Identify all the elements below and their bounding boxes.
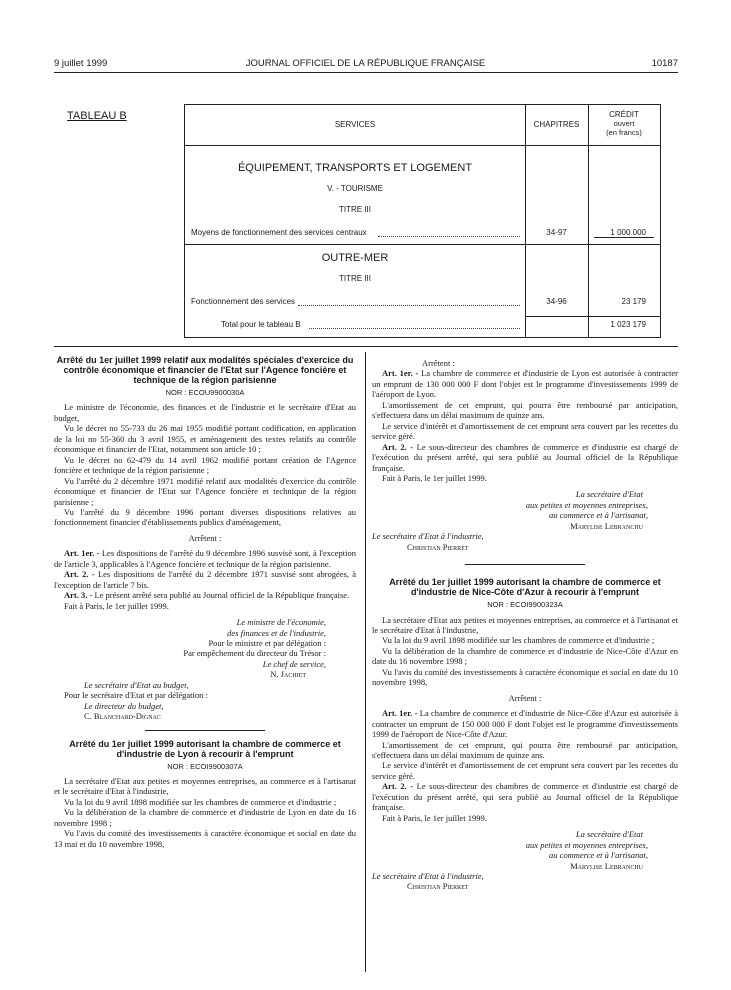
article-label: Art. 2. - <box>382 781 414 792</box>
row-chapitre: 34-97 <box>546 228 567 237</box>
tableau-label: TABLEAU B <box>67 110 127 122</box>
paragraph: La secrétaire d'Etat aux petites et moyennes entreprises, au commerce et à l'artisanat et le secrétaire d'Etat à l'industrie, <box>54 775 356 797</box>
table-header-rule <box>185 145 660 146</box>
signatory-title: La secrétaire d'Etat <box>575 489 643 500</box>
article-text: Le présent arrêté sera publié au Journal officiel de la République française. <box>94 590 350 601</box>
paragraph: Vu l'avis du comité des investissements à caractère économique et social en date du 13 mai et du 10 novembre 1998, <box>54 828 356 849</box>
article <box>54 548 356 569</box>
paragraph: L'amortissement de cet emprunt, qui pourra être remboursé par anticipation, s'effectuera dans un délai maximum de quinze ans. <box>372 399 678 421</box>
delegation-line: Pour le secrétaire d'Etat et par délégation : <box>64 690 208 701</box>
paragraph: Vu l'arrêté du 2 décembre 1971 modifié relatif aux modalités d'exercice du contrôle économique et financier de l'Etat sur l'Agence foncière et technique de la région parisienne ; <box>54 475 356 507</box>
decree-separator <box>465 564 585 565</box>
arretent-label: Arrêtent : <box>508 692 542 703</box>
article-label: Art. 1er. - <box>64 548 100 559</box>
article <box>372 368 678 399</box>
article-label: Art. 1er. - <box>382 368 419 379</box>
signatory-name: Marylise Lebranchu <box>570 520 643 531</box>
decree-title: Arrêté du 1er juillet 1999 autorisant la chambre de commerce et d'industrie de Lyon à recourir à l'emprunt <box>69 738 341 759</box>
delegation-line: Par empêchement du directeur du Trésor : <box>183 648 326 659</box>
signatory-title: Le secrétaire d'Etat au budget, <box>84 679 189 690</box>
decree-separator <box>145 730 265 731</box>
credit-underline <box>594 237 654 238</box>
titre-iii: TITRE III <box>339 205 371 214</box>
signatory-title: au commerce et à l'artisanat, <box>549 510 648 521</box>
article-text: Le sous-directeur des chambres de commerce et d'industrie est chargé de l'exécution du présent arrêté, qui sera publié au Journal officiel de la République française. <box>372 781 678 813</box>
paragraph: Vu le décret no 62-479 du 14 avril 1962 modifié portant création de l'Agence foncière et technique de la région parisienne ; <box>54 454 356 476</box>
head-services: SERVICES <box>334 120 376 129</box>
signatory-title: Le secrétaire d'Etat à l'industrie, <box>372 870 484 881</box>
leader-dots <box>298 305 520 306</box>
nor-reference: NOR : ECOI9900323A <box>487 600 563 610</box>
header-rule <box>54 72 678 73</box>
paragraph: La secrétaire d'Etat aux petites et moyennes entreprises, au commerce et à l'artisanat et le secrétaire d'Etat à l'industrie, <box>372 614 678 635</box>
signature-date: Fait à Paris, le 1er juillet 1999. <box>64 600 169 611</box>
total-label: Total pour le tableau B <box>221 320 301 329</box>
article <box>372 781 678 812</box>
head-credit-unit: (en francs) <box>606 128 642 137</box>
header-page-number: 10187 <box>651 58 678 69</box>
nor-reference: NOR : ECOU9900030A <box>165 388 245 398</box>
table-col-divider <box>588 105 589 337</box>
signatory-title: Le directeur du budget, <box>84 700 164 711</box>
decree-title: Arrêté du 1er juillet 1999 relatif aux modalités spéciales d'exercice du contrôle économique et financier de l'Etat sur l'Agence foncière et technique de la région parisienne <box>56 355 354 386</box>
signatory-title: aux petites et moyennes entreprises, <box>525 839 648 850</box>
leader-dots <box>309 328 520 329</box>
section-tourisme: V. - TOURISME <box>327 184 383 193</box>
paragraph: L'amortissement de cet emprunt, qui pourra être remboursé par anticipation, s'effectuera dans un délai maximum de quinze ans. <box>372 739 678 760</box>
row-credit: 23 179 <box>621 297 646 306</box>
article-text: Le sous-directeur des chambres de commerce et d'industrie est chargé de l'exécution du présent arrêté, qui sera publié au Journal officiel de la République française. <box>372 441 678 473</box>
article-label: Art. 2. - <box>64 569 95 580</box>
table-row-rule <box>185 244 660 245</box>
paragraph: Vu la loi du 9 avril 1898 modifiée sur les chambres de commerce et d'industrie ; <box>382 635 655 646</box>
column-divider <box>365 352 366 972</box>
signatory-title: Le ministre de l'économie, <box>236 617 326 628</box>
row-label: Moyens de fonctionnement des services centraux <box>191 228 367 237</box>
article-text: Les dispositions de l'arrêté du 9 décembre 1996 susvisé sont, à l'exception de l'article 3, applicables à l'Agence foncière et technique de la région parisienne. <box>54 548 357 569</box>
row-label: Fonctionnement des services <box>191 297 296 306</box>
article <box>54 590 356 600</box>
signatory-name: Marylise Lebranchu <box>570 860 643 871</box>
article <box>372 442 678 473</box>
article-label: Art. 2. - <box>382 441 414 452</box>
article-text: Les dispositions de l'arrêté du 2 décembre 1971 susvisé sont abrogées, à l'exception de l'article 7 bis. <box>54 569 356 590</box>
signature-date: Fait à Paris, le 1er juillet 1999. <box>382 812 487 823</box>
right-column <box>372 358 678 892</box>
paragraph: Vu la loi du 9 avril 1898 modifiée sur les chambres de commerce et d'industrie ; <box>64 796 337 807</box>
head-credit-ouvert: ouvert <box>613 119 635 128</box>
paragraph: Le ministre de l'économie, des finances et de l'industrie et le secrétaire d'Etat au budget, <box>54 402 356 423</box>
signatory-title: La secrétaire d'Etat <box>575 829 643 840</box>
signatory-name: Christian Pierret <box>407 881 469 892</box>
paragraph: Vu l'avis du comité des investissements à caractère économique et social en date du 10 novembre 1998, <box>372 666 678 688</box>
article <box>54 569 356 590</box>
left-column <box>54 355 356 849</box>
arretent-label: Arrêtent : <box>188 532 222 543</box>
signatory-name: N. Jachiet <box>270 669 306 680</box>
total-credit: 1 023 179 <box>610 320 646 329</box>
signatory-title: Le chef de service, <box>262 658 326 669</box>
arretent-label: Arrêtent : <box>422 358 455 368</box>
signatory-title: des finances et de l'industrie, <box>227 627 326 638</box>
paragraph: Vu le décret no 55-733 du 26 mai 1955 modifié portant codification, en application de la loi no 55-360 du 3 avril 1955, et aménagement des textes relatifs au contrôle économique et financier de l'Etat, notamment son article 10 ; <box>54 423 356 455</box>
row-credit: 1 000 000 <box>610 228 646 237</box>
paragraph: Le service d'intérêt et d'amortissement de cet emprunt sera couvert par les recettes du service géré. <box>372 760 678 781</box>
nor-reference: NOR : ECOI9900307A <box>167 761 243 771</box>
row-chapitre: 34-96 <box>546 297 567 306</box>
paragraph: Vu l'arrêté du 9 décembre 1996 portant diverses dispositions relatives au fonctionnement financier d'établissements publics d'aménagement, <box>54 506 356 528</box>
head-chapitres: CHAPITRES <box>533 120 580 129</box>
signatory-title: Le secrétaire d'Etat à l'industrie, <box>372 531 484 542</box>
table-total-rule <box>525 316 660 317</box>
article-text: La chambre de commerce et d'industrie de Nice-Côte d'Azur est autorisée à contracter un emprunt de 150 000 000 F dont l'objet est le programme d'investissements 1999 de l'aéroport de Nice-Côte d'Azur. <box>372 708 679 740</box>
signature-date: Fait à Paris, le 1er juillet 1999. <box>382 472 487 483</box>
signatory-name: Christian Pierret <box>407 541 469 552</box>
tableau-b <box>184 104 661 338</box>
ministry-outre-mer: OUTRE-MER <box>321 252 389 264</box>
signatory-name: C. Blanchard-Dignac <box>84 711 161 722</box>
header-date: 9 juillet 1999 <box>54 58 108 69</box>
section-rule <box>54 346 678 347</box>
signatory-title: aux petites et moyennes entreprises, <box>525 499 648 510</box>
head-credit: CRÉDIT <box>609 110 639 119</box>
article <box>372 708 678 739</box>
paragraph: Vu la délibération de la chambre de commerce et d'industrie de Lyon en date du 16 novembre 1998 ; <box>54 807 356 828</box>
leader-dots <box>378 236 520 237</box>
article-label: Art. 1er. - <box>382 708 418 719</box>
paragraph: Le service d'intérêt et d'amortissement de cet emprunt sera couvert par les recettes du service géré. <box>372 420 678 442</box>
decree-title: Arrêté du 1er juillet 1999 autorisant la chambre de commerce et d'industrie de Nice-Côte d'Azur à recourir à l'emprunt <box>389 577 661 598</box>
signatory-title: au commerce et à l'artisanat, <box>549 850 648 861</box>
article-label: Art. 3. - <box>64 590 93 601</box>
delegation-line: Pour le ministre et par délégation : <box>208 637 326 648</box>
paragraph: Vu la délibération de la chambre de commerce et d'industrie de Nice-Côte d'Azur en date du 16 novembre 1998 ; <box>372 645 678 667</box>
article-text: La chambre de commerce et d'industrie de Lyon est autorisée à contracter un emprunt de 130 000 000 F dont l'objet est le programme d'investissements 1999 de l'aéroport de Lyon. <box>372 368 679 400</box>
ministry-equipement: ÉQUIPEMENT, TRANSPORTS ET LOGEMENT <box>237 162 473 174</box>
header-journal: JOURNAL OFFICIEL DE LA RÉPUBLIQUE FRANÇAISE <box>245 58 486 69</box>
titre-iii: TITRE III <box>339 274 371 283</box>
